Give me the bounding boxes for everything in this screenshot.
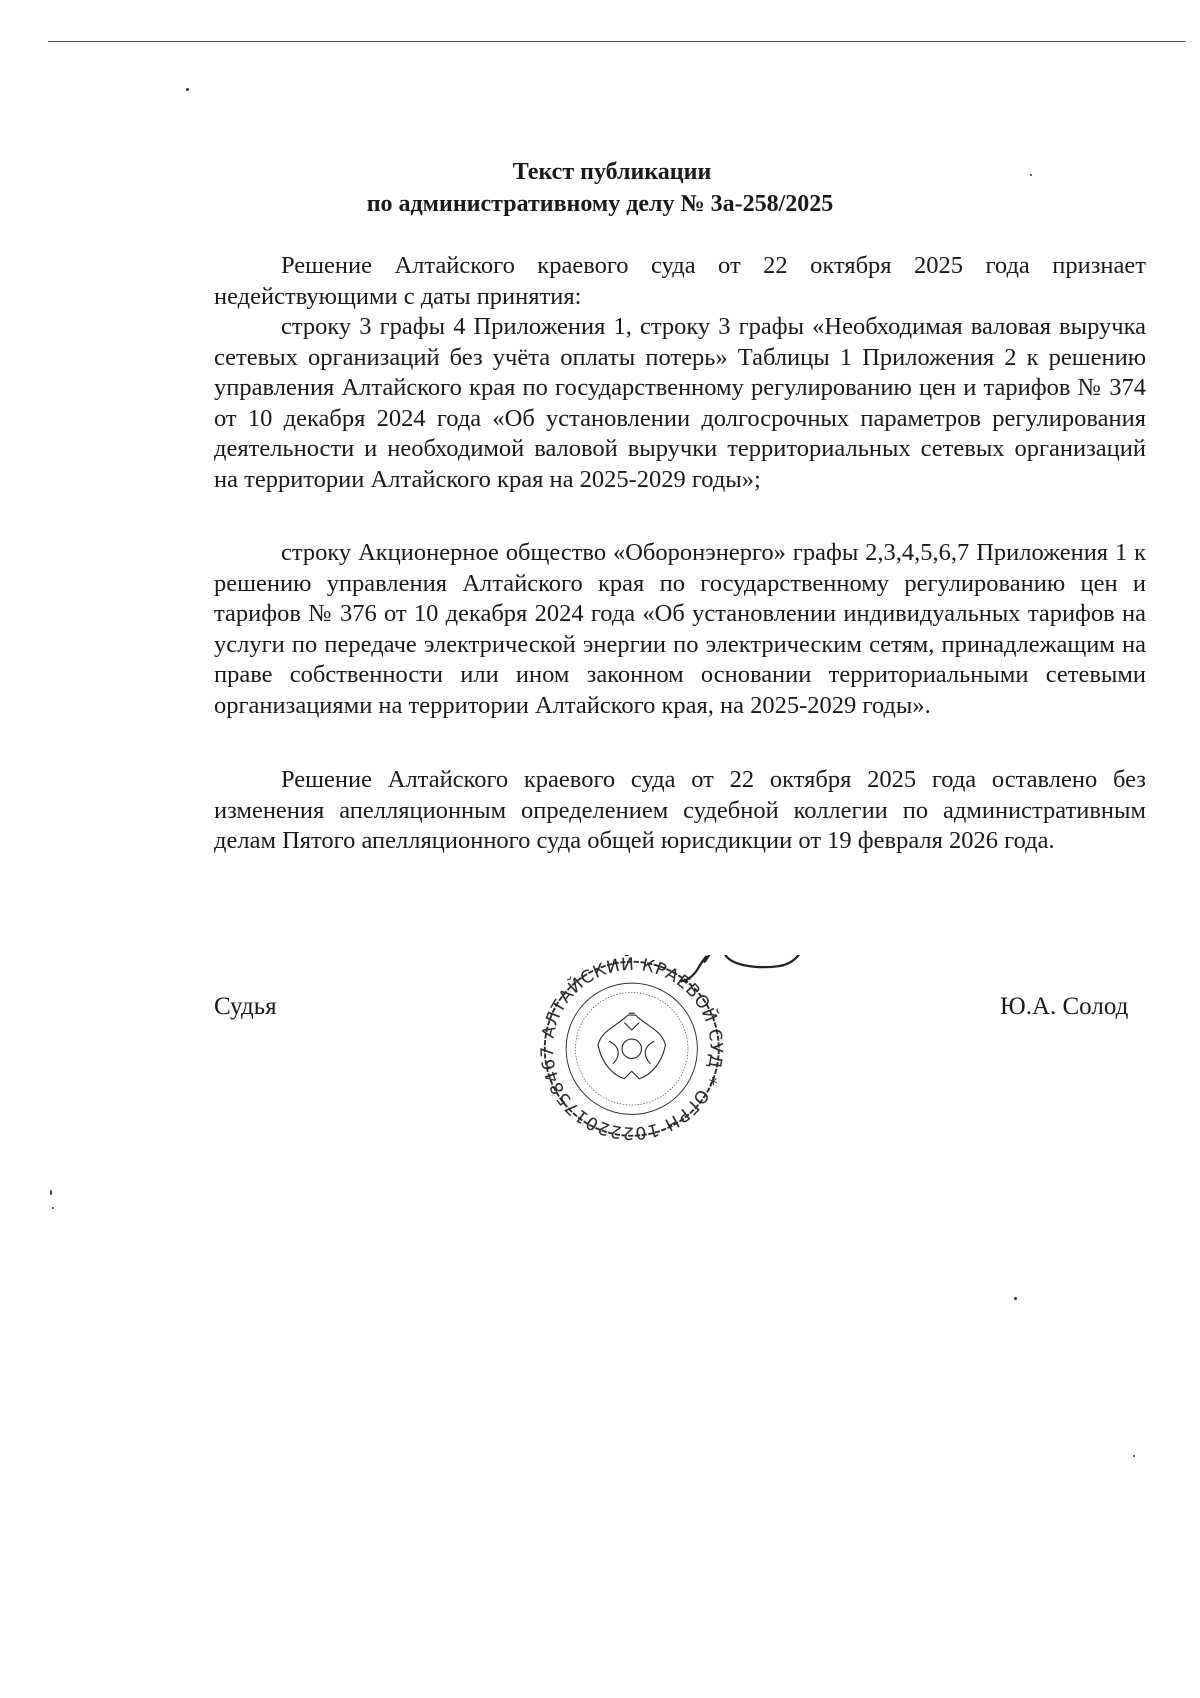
- seal-text: АЛТАЙСКИЙ КРАЕВОЙ СУД * ОГРН 1022201758467: [538, 955, 726, 1143]
- eagle-emblem-icon: [598, 1013, 666, 1079]
- scan-speck: [1133, 1455, 1135, 1457]
- scan-speck: [186, 88, 189, 91]
- court-seal: [538, 955, 838, 1255]
- document-subtitle: по административному делу № 3а-258/2025: [366, 191, 834, 217]
- scan-speck: [50, 1190, 52, 1195]
- signature-role: Судья: [214, 993, 277, 1020]
- scan-speck: [1014, 1297, 1017, 1300]
- signature-name: Ю.А. Солод: [1000, 993, 1129, 1020]
- scan-speck: [52, 1207, 54, 1209]
- body-paragraph: Решение Алтайского краевого суда от 22 октября 2025 года оставлено без изменения апелляционным определением судебной коллегии по административным делам Пятого апелляционного суда общей юрисдикции от 19 февраля 2026 года.: [214, 766, 1146, 854]
- body-paragraph: строку 3 графы 4 Приложения 1, строку 3 графы «Необходимая валовая выручка сетевых организаций без учёта оплаты потерь» Таблицы 1 Приложения 2 к решению управления Алтайского края по государственному регулированию цен и тарифов № 374 от 10 декабря 2024 года «Об установлении долгосрочных параметров регулирования деятельности и необходимой валовой выручки территориальных сетевых организаций на территории Алтайского края на 2025-2029 годы»;: [214, 313, 1146, 493]
- body-paragraph: строку Акционерное общество «Оборонэнерго» графы 2,3,4,5,6,7 Приложения 1 к решению управления Алтайского края по государственному регулированию цен и тарифов № 376 от 10 декабря 2024 года «Об установлении индивидуальных тарифов на услуги по передаче электрической энергии по электрическим сетям, принадлежащим на праве собственности или ином законном основании территориальными сетевыми организациями на территории Алтайского края, на 2025-2029 годы».: [214, 539, 1146, 719]
- handwritten-signature: [681, 955, 804, 981]
- body-paragraph: Решение Алтайского краевого суда от 22 октября 2025 года признает недействующими с даты принятия:: [214, 252, 1146, 310]
- document-title: Текст публикации: [512, 159, 712, 185]
- top-rule: [48, 41, 1186, 42]
